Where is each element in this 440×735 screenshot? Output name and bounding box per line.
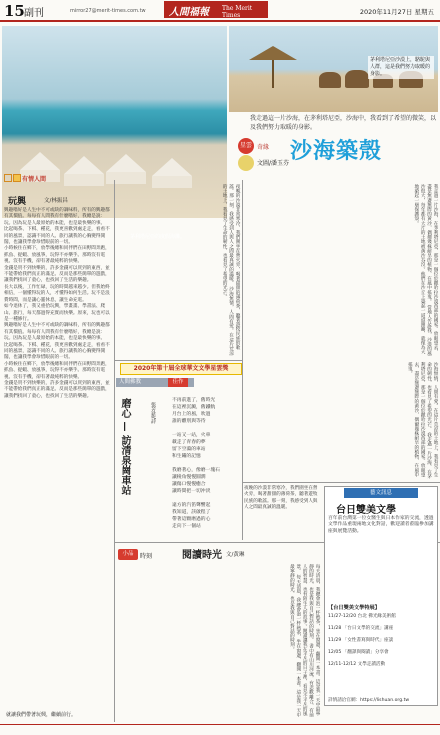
ad-title: 台日雙美文學 [336,505,396,516]
essay-title: 玩興 [8,197,27,207]
poem-author: 張芳慈/詩 [150,402,156,424]
footer-rule [0,724,440,725]
feature-title: 沙海築殼 [290,139,383,164]
column-label: 有情人間 [22,176,47,183]
row-divider [114,360,242,361]
paragraph: 夜晚的沙漠非常寒冷，我們圍坐在營火旁，喝著甜甜的薄荷茶，聽著遊牧民族的歌謠。那一刻，我感受到人與人之間最真誠的溫暖。 [244,486,318,511]
main-essay-continued [244,362,438,480]
paragraph: 夜晚的沙漠非常寒冷，我們圍坐在營火旁，喝著甜甜的薄荷茶，聽著遊牧民族的歌謠。那一刻，我感受到人與人之間最真誠的溫暖。 [228,184,240,350]
schedule-row: 11/28 「台日文學的交流」講座 [328,626,394,631]
poem-line: 讓傷口慢慢癒合 [172,482,206,487]
ad-header: 藝文訊息 [344,488,418,498]
schedule-row: 11/27-12/20 台北 佛光緣美術館 [328,614,396,619]
essay2-body [118,564,320,720]
poem-line: 讓稜角慢慢圓潤 [172,475,206,480]
desert-photo [229,26,438,112]
newspaper-logo [164,1,268,18]
essay-author: 文/林振昌 [44,198,68,204]
award-tag: 佳作 [168,378,188,387]
ad-url[interactable]: 詳情請洽官網：https://lishuan.org.tw [328,698,410,703]
poem-line: 誰的離別與等待 [172,419,206,424]
feature-author: 文圖/潘玉芬 [257,160,290,167]
ad-description: 百年前台灣第一位女醫生與日本作家的交流，透過文學作品重現兩地文化對話，歡迎讀者蒞臨參加講座與展覽活動。 [328,516,434,534]
tent-shape [152,158,192,176]
row-divider [242,482,440,483]
schedule-row: 11/29 「女性書寫與時代」座談 [328,638,394,643]
paragraph: 金錢是買不到快樂的，許多金錢可以買到的東西，並不能帶給我們真正的滿足。反而是那些簡單的遊戲，讓我們找回了童心，也找回了生活的樂趣。 [4,380,110,399]
series-badge-decoration [238,155,254,171]
poem-line: 讓時間把一切沖淡 [172,489,211,494]
camel-shape [345,70,369,88]
poem-line: 不再前進了，舊時光 [172,398,216,403]
paragraph: 比起喝茶、下棋、種花，我更喜歡到處走走，看看不同的風景，認識不同的人。旅行讓我的心胸變得開闊，也讓我學會珍惜眼前的一切。 [4,227,110,246]
schedule-row: 12/05 「翻譯與閱讀」分享會 [328,650,389,655]
tent-base [64,174,104,186]
square-icon [4,174,12,182]
logo-english: The Merit Times [222,5,253,19]
paragraph: 我走過一片沙海，在茅利塔尼亞，那是一個位於撒哈拉沙漠西部的國家。放眼望去，盡是無邊無際的黃沙，偶爾幾株耐旱的植物，在風中搖曳。 [407,362,432,479]
paragraph: 小時候住在鄉下，放學後總和同伴們在田野間奔跑，抓魚、捉蝦、放風箏，玩得不亦樂乎。那時沒有電視、沒有手機，卻有著最純粹的快樂。 [4,361,110,380]
tent-shape [64,156,104,174]
series-bar: 人間佛教 [116,378,194,387]
poem-line: 我磨著心，像磨一塊石 [172,468,220,473]
poem-line: 帶著這顆磨過的心 [172,517,211,522]
paragraph: 興趣嗜好是人生中不可或缺的調味料，所有的興趣都有其價值。每每有人問我有什麼嗜好，我總是說：玩。因為玩是人最原始的本能，也是最快樂的事。 [4,323,110,342]
section-badge: 小品 [118,549,138,560]
poem-line: 走向下一個站 [172,524,201,529]
column-divider [114,180,115,722]
paragraph: 每天清晨，我總會泡一杯熱茶，坐在窗邊，翻開一本書。這是我一天中最寧靜的時光，也是我與自己對話的時刻。 [289,564,301,718]
poem-line: 月台上的風，吹過 [172,412,211,417]
paragraph: 沙海無情，人間有愛。在這片荒涼的土地上，我看見了生命的韌性，也看見了希望的光芒。 [426,362,438,477]
column-divider [242,180,243,540]
essay-author: 文/黃琳 [226,552,245,558]
tent-shape [106,154,146,172]
paragraph: 比起喝茶、下棋、種花，我更喜歡到處走走，看看不同的風景，認識不同的人。旅行讓我的心胸變得開闊，也讓我學會珍惜眼前的一切。 [4,342,110,361]
paragraph: 沙海無情，人間有愛。在這片荒涼的土地上，我看見了生命的韌性，也看見了希望的光芒。 [222,184,234,356]
paragraph: 我走過一片沙海，在茅利塔尼亞，那是一個位於撒哈拉沙漠西部的國家。放眼望去，盡是無邊無際的黃沙，偶爾幾株耐旱的植物，在風中搖曳。 [426,184,438,355]
page-header [0,0,440,22]
main-essay-block [244,184,438,358]
tent-base [106,172,146,184]
main-essay-block [118,184,240,358]
schedule-title: 【台日雙美文學特展】 [328,605,380,611]
poem-line: 我知道，該啟程了 [172,510,211,515]
series-badge: 星雲 [238,138,254,154]
essay-closing-line: 就讓我們帶著玩興，繼續前行。 [6,712,77,718]
email-address[interactable]: mirror27@merit-times.com.tw [70,8,146,14]
page-number: 15 [4,2,25,20]
camel-shape [319,72,341,88]
section-label: 時刻 [140,553,153,560]
series-name: 奇緣 [257,144,270,151]
logo-chinese: 人間福報 [169,7,209,18]
essay-continued-block [244,486,320,540]
umbrella-pole [272,60,274,88]
essay-body [4,208,110,708]
prize-header: 2020年第十屆全球華文文學星雲獎 [120,363,242,375]
paragraph: 小時候住在鄉下，放學後總和同伴們在田野間奔跑，抓魚、捉蝦、放風箏，玩得不亦樂乎。那時沒有電視、沒有手機，卻有著最純粹的快樂。 [4,246,110,265]
photo-caption: 茅利塔尼亞的度假海灘。 [130,234,186,240]
paragraph: 當地人告訴我，沙漠的風沙很大，每年都有大片的土地被黃沙吞沒。他們在沙丘上築起一道道圍籬，就像為大地築起一層保護殼。 [413,184,432,356]
issue-date: 2020年11月27日 星期五 [359,8,434,16]
photo-caption: 茅利塔尼亞沙漠上，駱駝與人群，這是我們努力取暖的身影。 [368,56,434,79]
schedule-row: 12/11-12/12 文學走讀活動 [328,662,386,667]
paragraph: 書中有山川河流，有悲歡離合，有前人的智慧，也有陌生人的故事。閱讀讓我在平凡的日子裡，看見不平凡的風景。 [295,564,314,718]
umbrella-shape [249,46,297,60]
paragraph: 如今退休了，我又重拾玩興，學畫畫、學書法、爬山、旅行，每天都過得充實而快樂。原來，玩也可以是一種修行。 [4,304,110,322]
essay-title: 閱讀時光 [182,550,222,561]
poem-line: 留下空蕩的車站 [172,447,206,452]
poem-title: 磨心 — 訪清泉崗車站 [119,398,130,495]
tent-shape [20,152,60,170]
square-icon [13,174,21,182]
poem-line: 在這裡沉澱，舊鐵軌 [172,405,216,410]
paragraph: 興趣嗜好是人生中不可或缺的調味料，所有的興趣都有其價值。每每有人問我有什麼嗜好，我總是說：玩。因為玩是人最原始的本能，也是最快樂的事。 [4,208,110,226]
paragraph: 長大以後，工作忙碌，玩的時間越來越少。但我始終相信，一個懂得玩的人，才懂得如何生活。玩不是浪費時間，而是讓心靈休息，讓生命充電。 [4,284,110,303]
poem-line: 遠方的汽笛聲響起 [172,503,211,508]
poem-line: 和生鏽的記憶 [172,454,201,459]
paragraph: 金錢是買不到快樂的，許多金錢可以買到的東西，並不能帶給我們真正的滿足。反而是那些簡單的遊戲，讓我們找回了童心，也找回了生活的樂趣。 [4,265,110,284]
poem-line: 一站又一站，火車 [172,433,211,438]
paragraph: 每天清晨，我總會泡一杯熱茶，坐在窗邊，翻開一本書。這是我一天中最寧靜的時光，也是我與自己對話的時刻。 [308,564,320,716]
feature-lead: 我走過這一片沙海，在茅利塔尼亞，沙海中，我看到了希望的微笑，以及我們努力取暖的身影。 [250,115,437,131]
poem-line: 載走了青春的夢 [172,440,206,445]
section-name: 副刊 [24,8,44,19]
